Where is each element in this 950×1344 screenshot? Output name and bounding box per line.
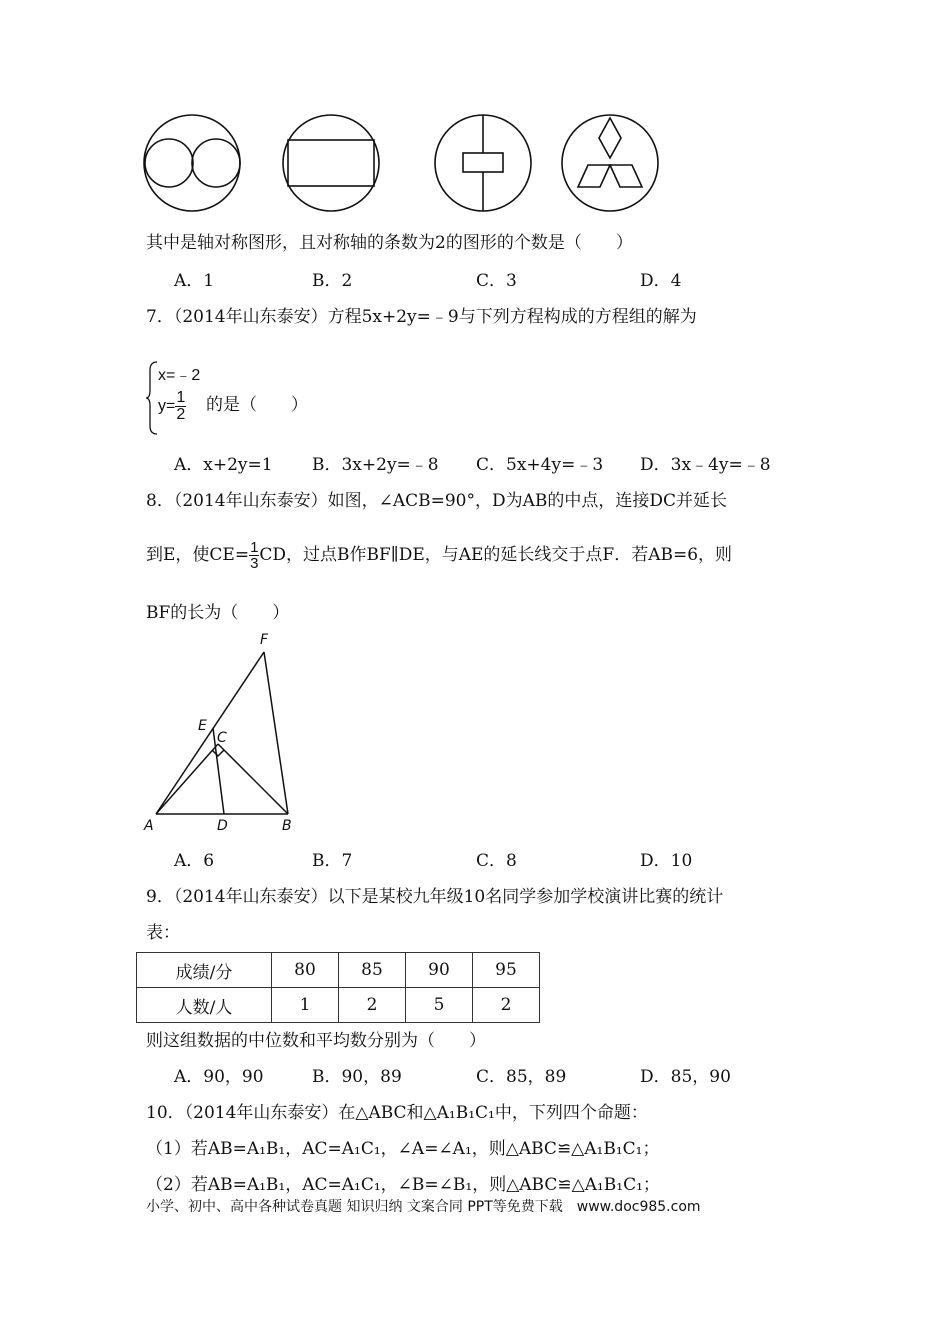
table-cell: 85	[339, 953, 406, 988]
q8-fraction-num: 1	[250, 539, 259, 556]
q7-fraction	[175, 390, 186, 423]
q9-option-c: C．85，89	[476, 1067, 567, 1087]
q8-fraction-den: 3	[250, 555, 259, 572]
table-cell: 90	[406, 953, 473, 988]
table-cell: 95	[473, 953, 540, 988]
q6-option-a: A．1	[174, 271, 215, 291]
table-cell: 1	[272, 988, 339, 1023]
q7-sys-y-row	[158, 390, 186, 423]
q8-line1: 8．（2014年山东泰安）如图，∠ACB=90°，D为AB的中点，连接DC并延长	[146, 491, 728, 511]
score-table	[136, 952, 540, 1023]
label-A: A	[144, 818, 154, 834]
q8-option-b: B．7	[312, 851, 353, 871]
q7-equation-system	[146, 360, 406, 436]
q7-option-b: B．3x+2y=﹣8	[312, 455, 439, 475]
segment-CB	[218, 744, 288, 814]
q8-line3: BF的长为（ ）	[146, 603, 290, 623]
figure-three-rhombi	[562, 115, 658, 211]
q6-option-b: B．2	[312, 271, 353, 291]
table-cell: 80	[272, 953, 339, 988]
label-D: D	[217, 818, 228, 834]
q7-fraction-den: 2	[176, 406, 186, 423]
figure-line-rect-in-circle	[435, 115, 531, 211]
segment-AC	[156, 744, 218, 814]
q9-option-d: D．85，90	[640, 1067, 731, 1087]
q7-option-c: C．5x+4y=﹣3	[476, 455, 604, 475]
label-F: F	[260, 632, 269, 648]
q8-fraction	[249, 540, 259, 571]
label-B: B	[282, 818, 292, 834]
q9-option-b: B．90，89	[312, 1067, 402, 1087]
label-E: E	[198, 718, 207, 734]
figure-rectangle-in-circle	[283, 115, 379, 211]
q8-option-d: D．10	[640, 851, 693, 871]
q9-line2: 表：	[146, 923, 180, 943]
q10-proposition-1: （1）若AB=A₁B₁，AC=A₁C₁，∠A=∠A₁，则△ABC≌△A₁B₁C₁；	[146, 1139, 660, 1159]
q8-line2-a: 到E，使CE=	[146, 545, 250, 565]
q7-tail: 的是（ ）	[206, 395, 308, 415]
q6-figures	[138, 110, 668, 220]
segment-AF	[156, 652, 264, 814]
label-C: C	[217, 730, 227, 746]
q9-line1: 9．（2014年山东泰安）以下是某校九年级10名同学参加学校演讲比赛的统计	[146, 887, 724, 907]
brace-icon	[146, 360, 158, 436]
q6-stem: 其中是轴对称图形，且对称轴的条数为2的图形的个数是（ ）	[146, 233, 633, 253]
q6-option-c: C．3	[476, 271, 517, 291]
q9-option-a: A．90，90	[174, 1067, 264, 1087]
q7-sys-y: y=	[158, 397, 176, 415]
segment-BF	[264, 652, 288, 814]
q7-sys-x: x=﹣2	[158, 367, 201, 384]
table-cell: 2	[339, 988, 406, 1023]
q8-line2	[146, 540, 732, 571]
q10-proposition-2: （2）若AB=A₁B₁，AC=A₁C₁，∠B=∠B₁，则△ABC≌△A₁B₁C₁；	[146, 1175, 660, 1195]
q7-option-d: D．3x﹣4y=﹣8	[640, 455, 771, 475]
table-row	[137, 953, 540, 988]
q8-option-a: A．6	[174, 851, 215, 871]
figure-two-circles	[144, 115, 240, 211]
table-row	[137, 988, 540, 1023]
q8-geometry-figure	[140, 628, 310, 838]
right-angle-mark	[212, 750, 224, 756]
q7-stem: 7．（2014年山东泰安）方程5x+2y=﹣9与下列方程构成的方程组的解为	[146, 307, 697, 327]
table-header-cell: 人数/人	[137, 988, 272, 1023]
page-footer: 小学、初中、高中各种试卷真题 知识归纳 文案合同 PPT等免费下载 www.doc985.com	[146, 1199, 701, 1215]
table-header-cell: 成绩/分	[137, 953, 272, 988]
q6-option-d: D．4	[640, 271, 682, 291]
q9-after: 则这组数据的中位数和平均数分别为（ ）	[146, 1031, 486, 1051]
q7-fraction-num: 1	[176, 389, 186, 406]
q8-option-c: C．8	[476, 851, 517, 871]
table-cell: 5	[406, 988, 473, 1023]
q8-line2-b: CD，过点B作BF∥DE，与AE的延长线交于点F．若AB=6，则	[259, 545, 733, 565]
table-cell: 2	[473, 988, 540, 1023]
q10-stem: 10．（2014年山东泰安）在△ABC和△A₁B₁C₁中，下列四个命题：	[146, 1103, 648, 1123]
q7-option-a: A．x+2y=1	[174, 455, 273, 475]
